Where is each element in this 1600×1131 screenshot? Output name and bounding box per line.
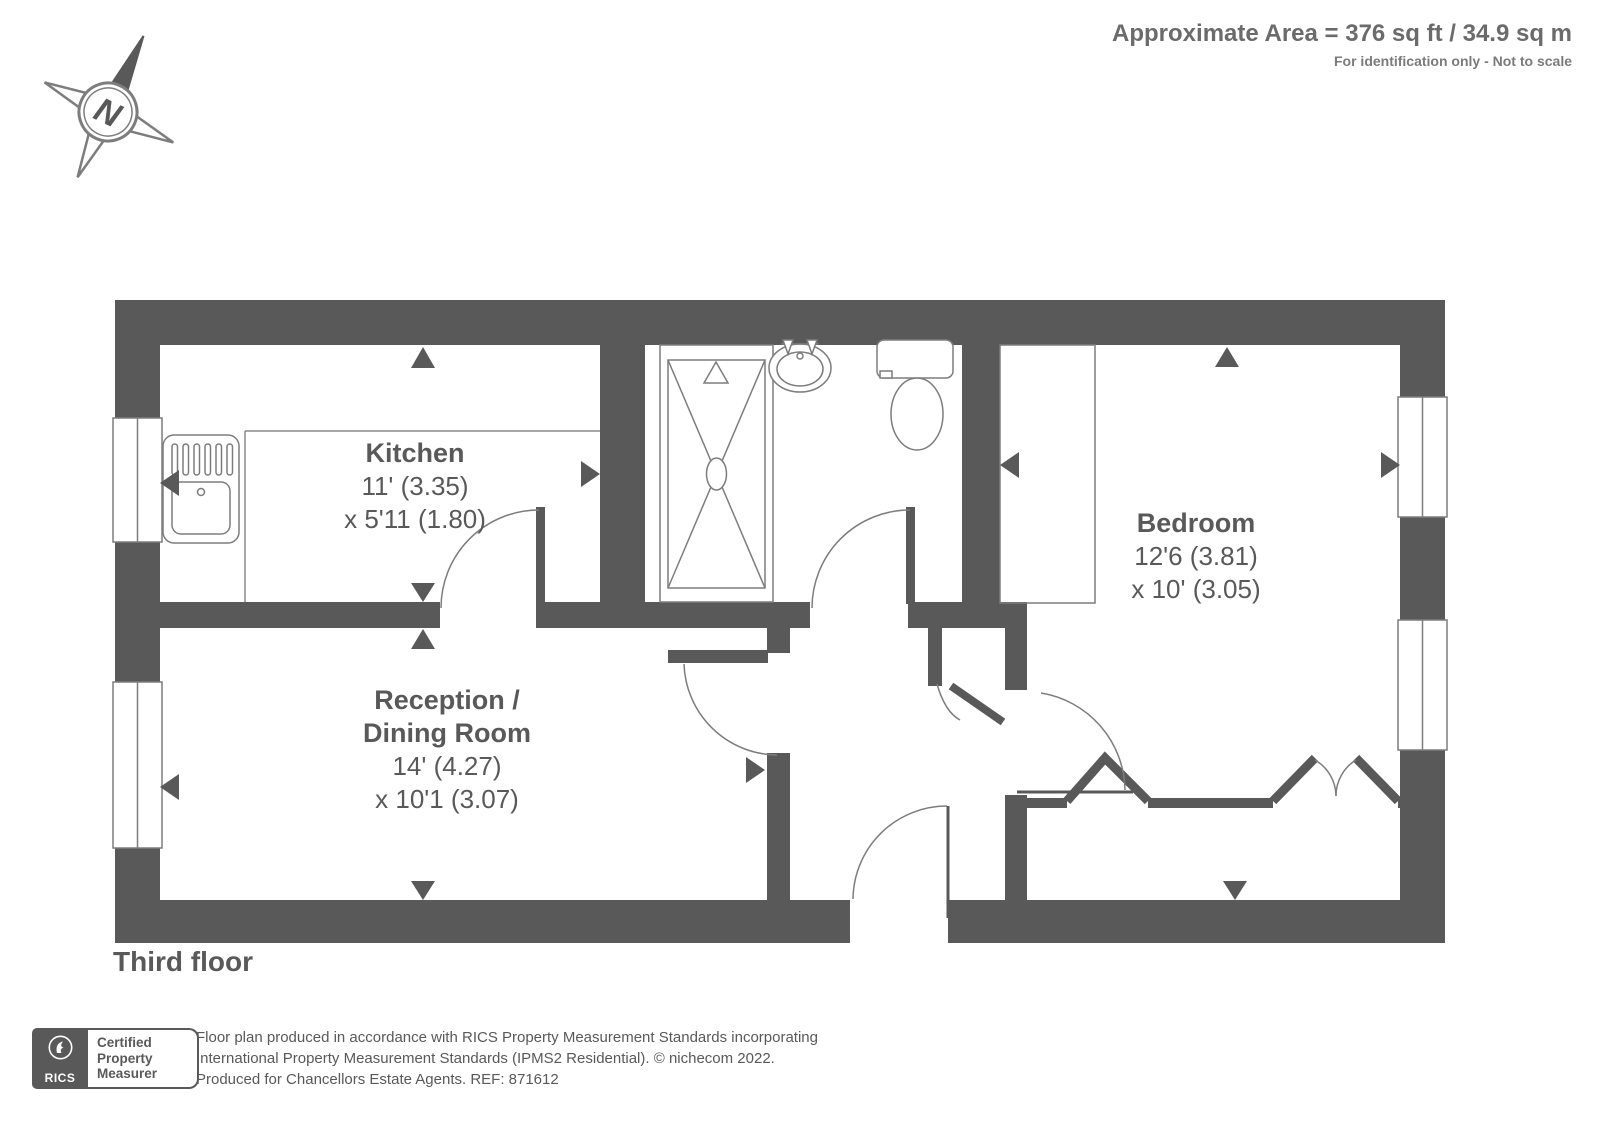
footer-disclaimer-line1: Floor plan produced in accordance with RICS Property Measurement Standards incorporating <box>196 1029 818 1046</box>
kitchen-arrow-up <box>411 347 435 368</box>
rics-wordmark: RICS <box>44 1070 76 1085</box>
kitchen-window <box>113 418 162 542</box>
toilet <box>877 340 953 450</box>
badge-line-3: Measurer <box>97 1066 158 1081</box>
certified-property-measurer-box <box>88 1028 199 1089</box>
reception-dim1: 14' (4.27) <box>392 751 502 781</box>
rics-certification-badge <box>32 1028 199 1089</box>
footer-disclaimer <box>196 1027 818 1090</box>
not-to-scale-disclaimer: For identification only - Not to scale <box>1333 53 1572 69</box>
badge-line-1: Certified <box>97 1035 152 1050</box>
bedroom-arrow-up <box>1215 347 1239 367</box>
badge-line-2: Property <box>97 1050 153 1066</box>
compass-icon <box>14 6 209 207</box>
reception-arrow-up <box>411 629 435 649</box>
bedroom-arrow-down <box>1223 881 1247 900</box>
reception-arrow-down <box>411 881 435 900</box>
kitchen-label <box>344 437 486 536</box>
rics-logo <box>32 1028 88 1089</box>
cupboard-door-leaf <box>951 686 1003 722</box>
kitchen-dim2: x 5'11 (1.80) <box>344 504 486 534</box>
bedroom-arrow-right <box>1381 452 1400 478</box>
bedroom-window-2 <box>1398 620 1447 750</box>
wash-basin <box>769 340 831 392</box>
reception-dim2: x 10'1 (3.07) <box>375 784 519 814</box>
kitchen-dim1: 11' (3.35) <box>361 471 469 501</box>
bedroom-dim1: 12'6 (3.81) <box>1134 541 1258 571</box>
rics-lion-icon <box>47 1034 74 1061</box>
bedroom-name: Bedroom <box>1136 508 1256 538</box>
reception-label <box>363 684 531 816</box>
footer-disclaimer-line2: International Property Measurement Standards (IPMS2 Residential). © nichecom 2022. <box>196 1050 775 1067</box>
reception-door-arc <box>684 664 777 755</box>
compass-north-label: N <box>88 90 127 136</box>
walls <box>115 300 1445 943</box>
wardrobe-bifold-doors <box>1017 758 1398 801</box>
bedroom-arrow-left <box>1000 452 1019 478</box>
kitchen-name: Kitchen <box>365 438 465 468</box>
kitchen-arrow-down <box>411 583 435 602</box>
bedroom-dim2: x 10' (3.05) <box>1131 574 1261 604</box>
bathroom-door-arc <box>812 510 910 608</box>
shower <box>660 345 773 602</box>
bedroom-window-1 <box>1398 397 1447 517</box>
approximate-area-label: Approximate Area = 376 sq ft / 34.9 sq m <box>1112 20 1572 47</box>
bedroom-label <box>1131 507 1260 606</box>
floor-name-label: Third floor <box>113 946 253 977</box>
reception-window <box>113 682 162 848</box>
reception-name-line2: Dining Room <box>363 718 531 748</box>
kitchen-arrow-right <box>581 461 600 487</box>
footer-disclaimer-line3: Produced for Chancellors Estate Agents. REF: 871612 <box>196 1071 559 1088</box>
reception-arrow-left <box>160 774 179 800</box>
door-leaves <box>948 686 1003 918</box>
reception-arrow-right <box>746 757 765 783</box>
bedroom-door-arc <box>1041 693 1125 790</box>
entrance-door-arc <box>853 806 947 899</box>
reception-name-line1: Reception / <box>374 685 520 715</box>
